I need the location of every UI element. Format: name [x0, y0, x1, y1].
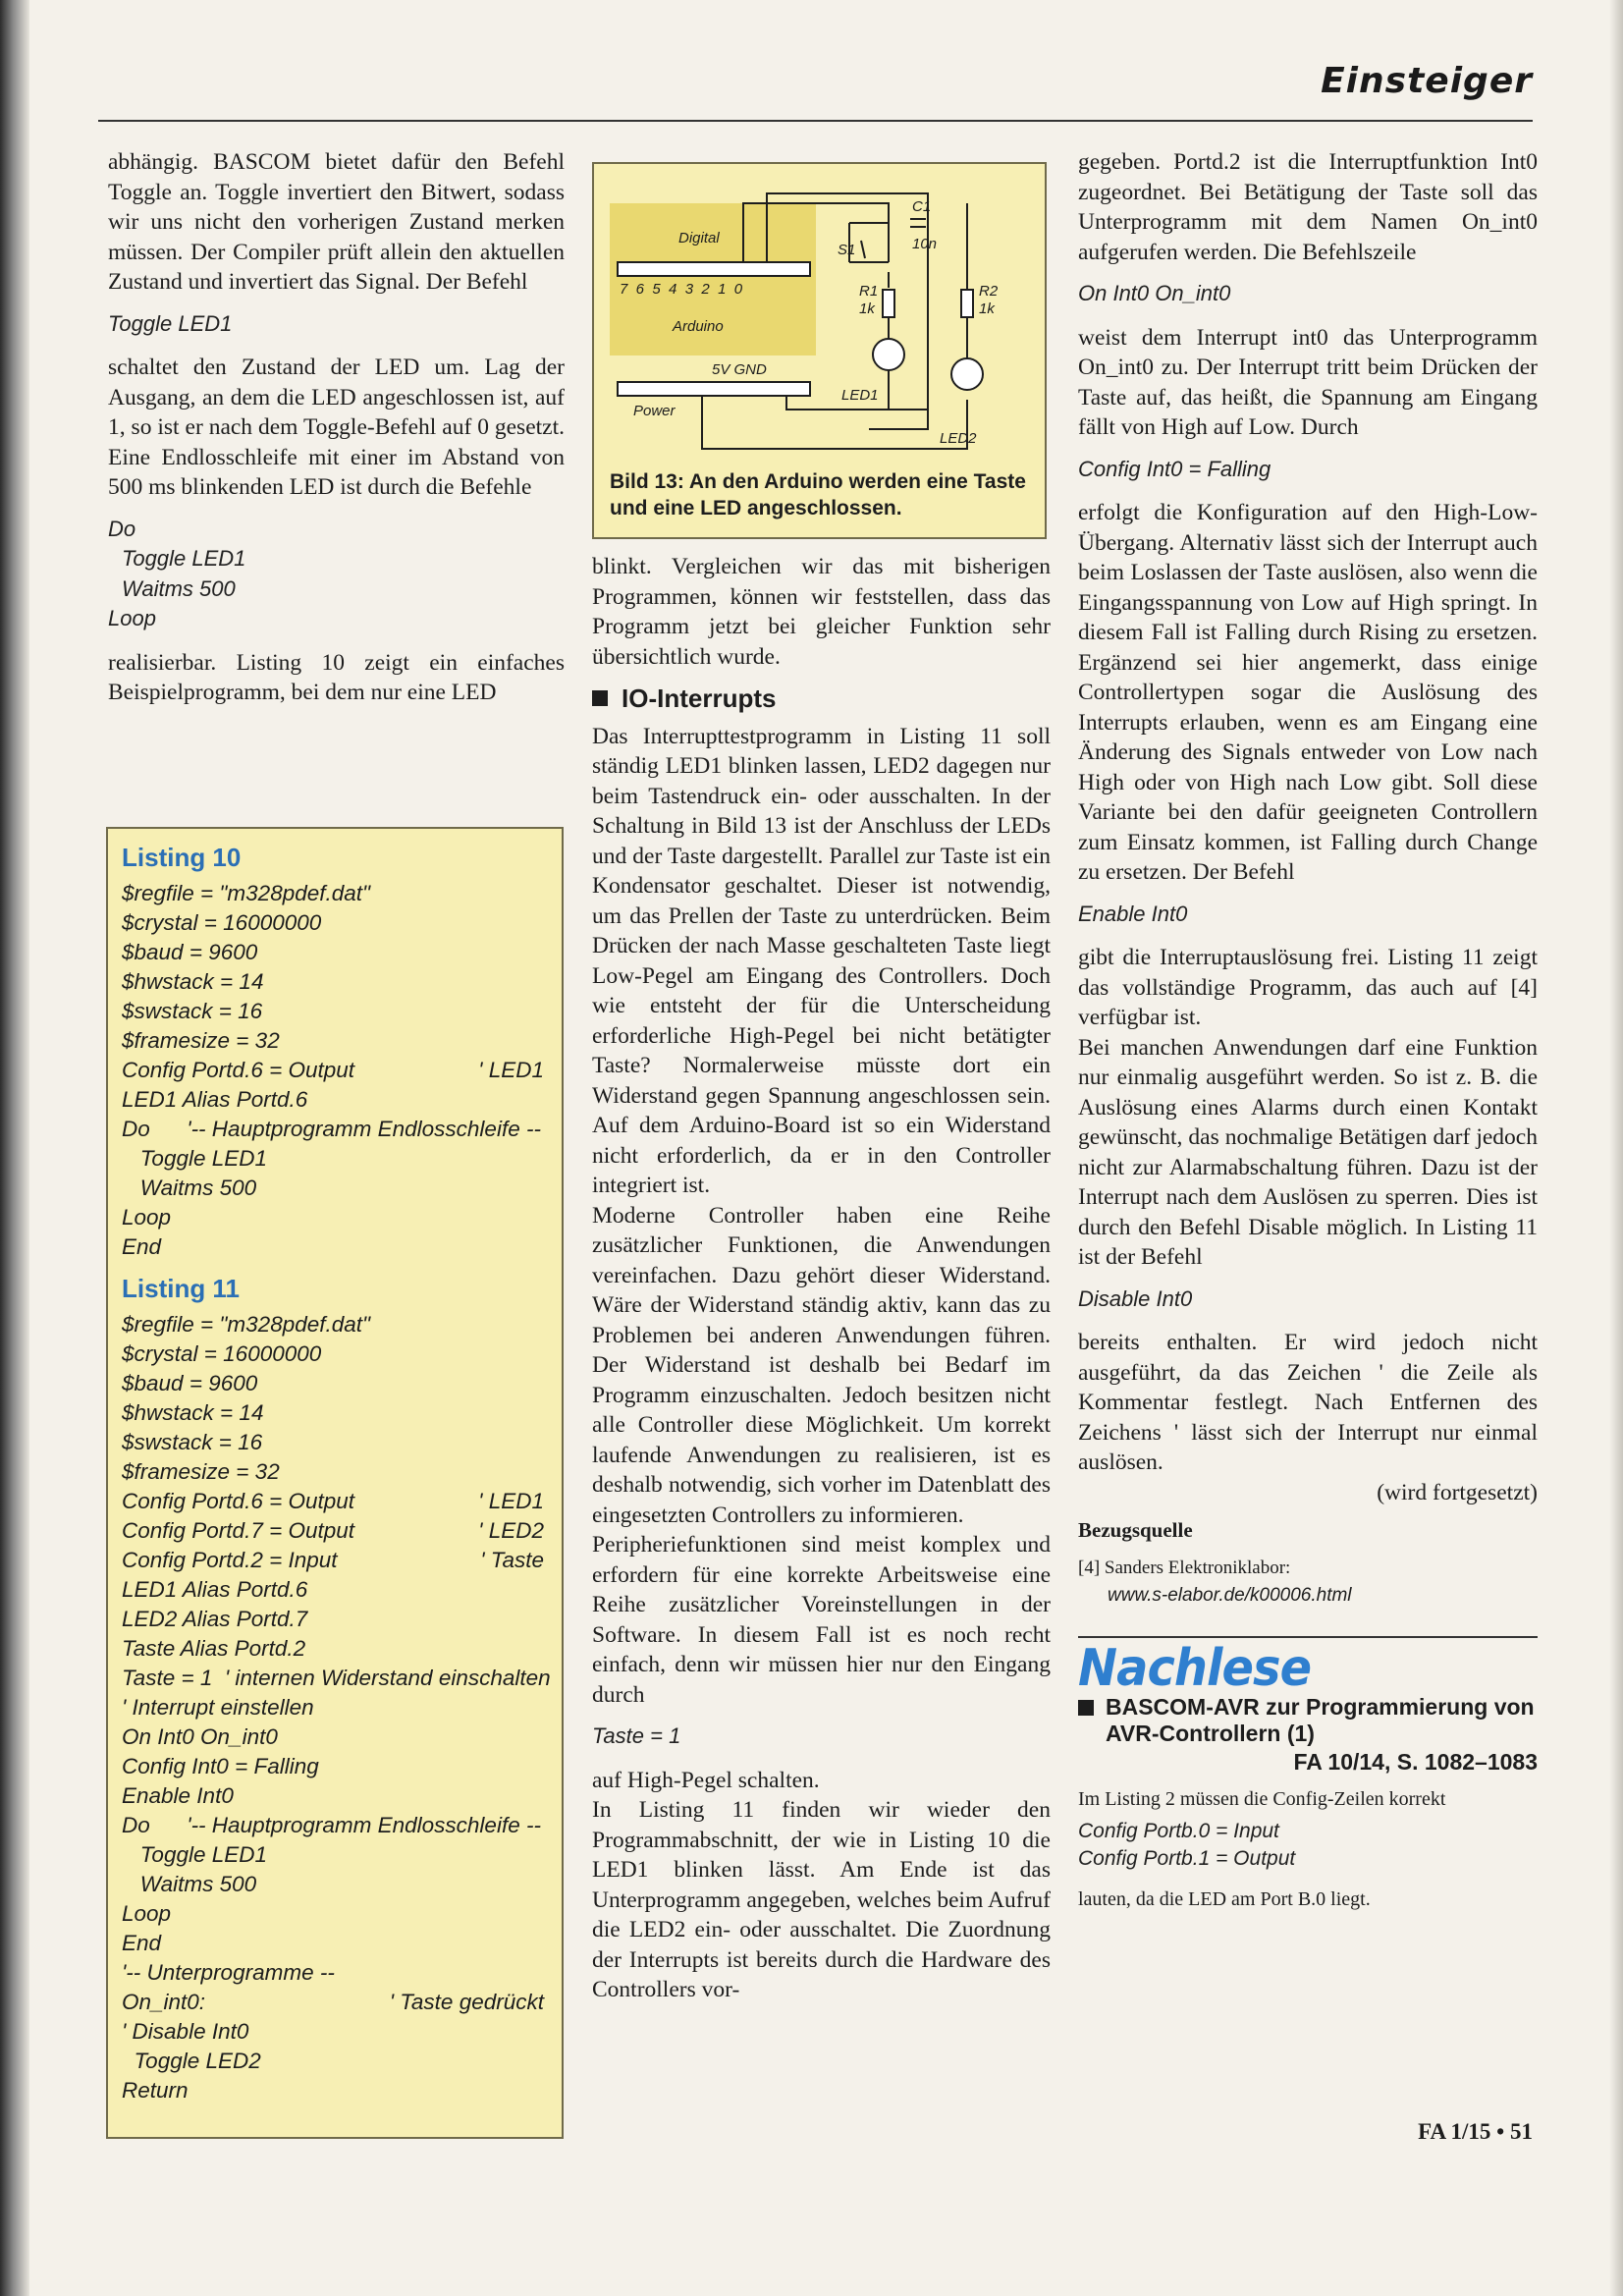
listing-code-text: $framesize = 32 — [122, 1028, 280, 1053]
nachlese-title: Nachlese — [1078, 1639, 1312, 1698]
listing-code-text: $baud = 9600 — [122, 940, 258, 964]
listing-line — [122, 2076, 548, 2105]
listing-code-text: $swstack = 16 — [122, 999, 263, 1023]
listing-line — [122, 1115, 548, 1144]
listing-line — [122, 2017, 548, 2047]
listing-code-text: Taste = 1 ' internen Widerstand einschalten — [122, 1666, 551, 1690]
nachlese-article-title: BASCOM-AVR zur Programmierung von AVR-Controllern (1) — [1078, 1694, 1538, 1747]
label-power: Power — [633, 403, 676, 419]
listing-code-text: LED1 Alias Portd.6 — [122, 1577, 308, 1602]
reference-4: [4] Sanders Elektroniklabor: — [1078, 1557, 1291, 1578]
listing-code-text: Waitms 500 — [122, 1175, 257, 1200]
page-gutter-shadow — [0, 0, 29, 2296]
listing-code-text: Config Portd.6 = Output — [122, 1058, 355, 1082]
continued-note: (wird fortgesetzt) — [1377, 1479, 1538, 1505]
code-loop-snippet: Do Toggle LED1 Waitms 500 Loop — [108, 516, 246, 630]
label-r2: R2 — [979, 283, 999, 300]
listing-code-text: Config Portd.6 = Output — [122, 1489, 355, 1513]
listing-code-text: Do '-- Hauptprogramm Endlosschleife -- — [122, 1813, 541, 1837]
col3-paragraph-2: weist dem Interrupt int0 das Unterprogramm On_int0 zu. Der Interrupt tritt beim Drücken der Taste auf, das heißt, die Spannung am Eingang fällt von High auf Low. Durch — [1078, 324, 1538, 440]
listing-line — [122, 1516, 548, 1546]
listing-comment: ' LED1 — [478, 1489, 544, 1513]
col3-paragraph-3: erfolgt die Konfiguration auf den High-Low-Übergang. Alternativ lässt sich der Interrupt auch beim Loslassen der Taste auslösen, also wenn die Eingangsspannung von Low auf High springt. In diesem Fall ist Falling durch Rising zu ersetzen. Ergänzend sei hier angemerkt, dass einige Controllertypen sogar die Auslösung des Interrupts erlauben, wenn es am Eingang eine Änderung des Signals entweder von Low nach High oder von High nach Low gibt. Soll diese Variante bei den dafür geeigneten Controllern zum Einsatz kommen, ist Falling durch Change zu ersetzen. Der Befehl — [1078, 500, 1538, 885]
label-led2: LED2 — [940, 430, 977, 447]
listing-line — [122, 1546, 548, 1575]
listing-line — [122, 1203, 548, 1232]
listing-line — [122, 908, 548, 938]
listing-code-text: '-- Unterprogramme -- — [122, 1960, 335, 1985]
code-config-int0: Config Int0 = Falling — [1078, 456, 1271, 481]
listing-code-text: Config Portd.2 = Input — [122, 1548, 338, 1572]
listing-box — [106, 827, 564, 2139]
listing-comment: ' Taste gedrückt — [389, 1990, 544, 2014]
label-c1: C1 — [912, 198, 932, 215]
listing-line — [122, 1840, 548, 1870]
code-disable-int0: Disable Int0 — [1078, 1285, 1193, 1311]
listing-line — [122, 1457, 548, 1487]
nachlese-code: Config Portb.0 = Input Config Portb.1 = Output — [1078, 1820, 1296, 1870]
col2-paragraph-5: auf High-Pegel schalten. — [592, 1767, 820, 1793]
listing-line — [122, 1929, 548, 1958]
label-c1-value: 10n — [912, 236, 938, 252]
listing-11-code — [122, 1310, 551, 2105]
listing-code-text: $hwstack = 14 — [122, 1400, 264, 1425]
listing-line — [122, 1752, 548, 1781]
listing-code-text: Waitms 500 — [122, 1872, 257, 1896]
listing-code-text: $regfile = "m328pdef.dat" — [122, 1312, 371, 1337]
listing-line — [122, 967, 548, 997]
nachlese-paragraph-2: lauten, da die LED am Port B.0 liegt. — [1078, 1888, 1371, 1910]
listing-comment: ' LED2 — [478, 1518, 544, 1543]
listing-line — [122, 1664, 551, 1693]
listing-code-text: $baud = 9600 — [122, 1371, 258, 1395]
nachlese-article-ref: FA 10/14, S. 1082–1083 — [1293, 1748, 1538, 1775]
listing-code-text: $hwstack = 14 — [122, 969, 264, 994]
listing-code-text: $crystal = 16000000 — [122, 1341, 322, 1366]
col2-paragraph-1: blinkt. Vergleichen wir das mit bisherigen Programmen, können wir feststellen, dass das Programm jetzt bei gleicher Funktion sehr übersichtlich wurde. — [592, 554, 1051, 670]
reference-url: www.s-elabor.de/k00006.html — [1108, 1584, 1352, 1606]
label-r1-value: 1k — [859, 301, 875, 317]
listing-code-text: Do '-- Hauptprogramm Endlosschleife -- — [122, 1117, 541, 1141]
listing-line — [122, 1605, 548, 1634]
label-digital: Digital — [678, 230, 720, 246]
listing-code-text: Loop — [122, 1205, 172, 1230]
listing-10-code — [122, 879, 548, 1262]
listing-line — [122, 1634, 548, 1664]
col2-paragraph-2: Das Interrupttestprogramm in Listing 11 soll ständig LED1 blinken lassen, LED2 dagegen nur beim Tastendruck ein- oder ausschalten. In der Schaltung in Bild 13 ist der Anschluss der LEDs und der Taste dargestellt. Parallel zur Taste ist ein Kondensator geschaltet. Dieser ist notwendig, um das Prellen der Taste zu unterdrücken. Beim Drücken der nach Masse geschalteten Taste liegt Low-Pegel am Eingang des Controllers. Doch wie entsteht der für die Unterscheidung erforderliche High-Pegel bei nicht betätigter Taste? Normalerweise müsste dort ein Widerstand gegen Spannung angeschlossen sein. Auf dem Arduino-Board ist so ein Widerstand nicht erforderlich, da er in den Controller integriert ist. — [592, 723, 1051, 1198]
references-heading: Bezugsquelle — [1078, 1518, 1193, 1542]
listing-line — [122, 1144, 548, 1174]
listing-line — [122, 938, 548, 967]
listing-code-text: End — [122, 1931, 162, 1955]
listing-line — [122, 1870, 548, 1899]
page-footer: FA 1/15 • 51 — [1418, 2119, 1533, 2144]
listing-line — [122, 1988, 548, 2017]
listing-line — [122, 879, 548, 908]
listing-code-text: Loop — [122, 1901, 172, 1926]
listing-code-text: Toggle LED2 — [122, 2049, 261, 2073]
circuit-diagram — [594, 164, 1045, 459]
col3-paragraph-5: Bei manchen Anwendungen darf eine Funktion nur einmalig ausgeführt werden. So ist z. B. die Auslösung eines Alarms durch einen Kontakt gewünscht, das nochmalige Betätigen darf jedoch nicht zur Alarmabschaltung führen. Dazu ist der Interrupt nach dem Auslösen zu sperren. Dies ist durch den Befehl Disable möglich. In Listing 11 ist der Befehl — [1078, 1034, 1538, 1270]
listing-code-text: ' Disable Int0 — [122, 2019, 249, 2044]
label-arduino: Arduino — [673, 318, 724, 335]
col3-paragraph-6: bereits enthalten. Er wird jedoch nicht ausgeführt, da das Zeichen ' die Zeile als Kommentar festlegt. Nach Entfernen des Zeichens ' lässt sich der Interrupt nur einmal auslösen. — [1078, 1330, 1538, 1475]
listing-code-text: $regfile = "m328pdef.dat" — [122, 881, 371, 905]
label-s1: S1 — [838, 242, 856, 258]
col1-intro: abhängig. BASCOM bietet dafür den Befehl Toggle an. Toggle invertiert den Bitwert, sodass wir uns nicht den vorherigen Zustand merken müssen. Der Compiler prüft allein den aktuellen Zustand und invertiert das Signal. Der Befehl — [108, 149, 565, 295]
listing-code-text: Config Int0 = Falling — [122, 1754, 319, 1778]
label-r2-value: 1k — [979, 301, 995, 317]
listing-line — [122, 1174, 548, 1203]
listing-line — [122, 1575, 548, 1605]
section-io-interrupts: IO-Interrupts — [592, 683, 1051, 714]
listing-code-text: Config Portd.7 = Output — [122, 1518, 355, 1543]
listing-line — [122, 1722, 548, 1752]
label-r1: R1 — [859, 283, 879, 300]
col1-paragraph-3: realisierbar. Listing 10 zeigt ein einfaches Beispielprogramm, bei dem nur eine LED — [108, 649, 565, 705]
listing-line — [122, 1398, 548, 1428]
col2-paragraph-4: Peripheriefunktionen sind meist komplex und erfordern für eine korrekte Arbeitsweise eine Reihe zusätzlicher Voreinstellungen in der Software. In diesem Fall ist es noch recht einfach, denn wir müssen hier nur den Eingang durch — [592, 1532, 1051, 1708]
listing-code-text: LED2 Alias Portd.7 — [122, 1607, 308, 1631]
listing-code-text: $crystal = 16000000 — [122, 910, 322, 935]
listing-line — [122, 1487, 548, 1516]
label-pins: 7 6 5 4 3 2 1 0 — [620, 281, 743, 298]
listing-line — [122, 1369, 548, 1398]
listing-line — [122, 1958, 548, 1988]
listing-code-text: End — [122, 1234, 162, 1259]
column-3 — [1078, 147, 1538, 1924]
listing-line — [122, 1232, 548, 1262]
square-bullet-icon — [592, 690, 608, 706]
listing-comment: ' LED1 — [478, 1058, 544, 1082]
listing-code-text: Toggle LED1 — [122, 1146, 268, 1171]
listing-code-text: Enable Int0 — [122, 1783, 234, 1808]
listing-line — [122, 997, 548, 1026]
listing-code-text: ' Interrupt einstellen — [122, 1695, 314, 1720]
listing-code-text: LED1 Alias Portd.6 — [122, 1087, 308, 1112]
listing-line — [122, 1693, 548, 1722]
listing-code-text: $swstack = 16 — [122, 1430, 263, 1454]
listing-10-title: Listing 10 — [122, 843, 242, 872]
code-toggle-led1: Toggle LED1 — [108, 310, 233, 336]
page-edge-shadow — [1609, 0, 1623, 2296]
header-rule — [98, 120, 1533, 122]
listing-line — [122, 1310, 548, 1339]
square-bullet-icon — [1078, 1700, 1094, 1716]
col3-paragraph-1: gegeben. Portd.2 ist die Interruptfunktion Int0 zugeordnet. Bei Betätigung der Taste soll das Unterprogramm mit dem Namen On_int0 aufgerufen werden. Die Befehlszeile — [1078, 149, 1538, 265]
code-taste: Taste = 1 — [592, 1723, 681, 1748]
listing-line — [122, 1811, 548, 1840]
label-led1: LED1 — [841, 387, 879, 404]
listing-line — [122, 1056, 548, 1085]
listing-line — [122, 2047, 548, 2076]
label-5v-gnd: 5V GND — [712, 361, 767, 378]
listing-comment: ' Taste — [480, 1548, 544, 1572]
col3-paragraph-4: gibt die Interruptauslösung frei. Listing 11 zeigt das vollständige Programm, das auch auf [4] verfügbar ist. — [1078, 945, 1538, 1030]
listing-code-text: On_int0: — [122, 1990, 206, 2014]
figure-caption: Bild 13: An den Arduino werden eine Taste und eine LED angeschlossen. — [610, 470, 1026, 519]
listing-line — [122, 1428, 548, 1457]
col1-paragraph-2: schaltet den Zustand der LED um. Lag der Ausgang, an dem die LED angeschlossen ist, auf 1, so ist er nach dem Toggle-Befehl auf 0 gesetzt. Eine Endlosschleife mit einer im Abstand von 500 ms blinkenden LED ist durch die Befehle — [108, 355, 565, 500]
section-header: Einsteiger — [1321, 61, 1533, 101]
listing-line — [122, 1899, 548, 1929]
listing-11-title: Listing 11 — [122, 1274, 240, 1303]
listing-code-text: Taste Alias Portd.2 — [122, 1636, 306, 1661]
listing-line — [122, 1085, 548, 1115]
column-1 — [108, 147, 565, 720]
col2-paragraph-6: In Listing 11 finden wir wieder den Programmabschnitt, der wie in Listing 10 die LED1 blinken lässt. Am Ende ist das Unterprogramm angegeben, welches beim Aufruf die LED2 ein- oder ausschaltet. Die Zuordnung der Interrupts ist bereits durch die Hardware des Controllers vor- — [592, 1797, 1051, 2002]
col2-paragraph-3: Moderne Controller haben eine Reihe zusätzlicher Funktionen, die Anwendungen vereinfachen. Dazu gehört dieser Widerstand. Wäre der Widerstand ständig aktiv, kann das zu Problemen bei anderen Anwendungen führen. Der Widerstand ist deshalb bei Bedarf im Programm einzuschalten. Jedoch besitzen nicht alle Controller diese Möglichkeit. Um korrekt laufende Anwendungen zu realisieren, ist es deshalb notwendig, sich vorher im Datenblatt des eingesetzten Controllers zu informieren. — [592, 1202, 1051, 1528]
listing-line — [122, 1026, 548, 1056]
listing-code-text: Return — [122, 2078, 189, 2103]
listing-line — [122, 1781, 548, 1811]
nachlese-paragraph-1: Im Listing 2 müssen die Config-Zeilen korrekt — [1078, 1788, 1446, 1810]
listing-code-text: On Int0 On_int0 — [122, 1724, 278, 1749]
listing-code-text: Toggle LED1 — [122, 1842, 268, 1867]
listing-code-text: $framesize = 32 — [122, 1459, 280, 1484]
listing-line — [122, 1339, 548, 1369]
code-on-int0: On Int0 On_int0 — [1078, 281, 1231, 305]
code-enable-int0: Enable Int0 — [1078, 901, 1188, 926]
column-2 — [592, 552, 1051, 2017]
figure-13 — [592, 162, 1047, 539]
nachlese-rule — [1078, 1636, 1538, 1638]
